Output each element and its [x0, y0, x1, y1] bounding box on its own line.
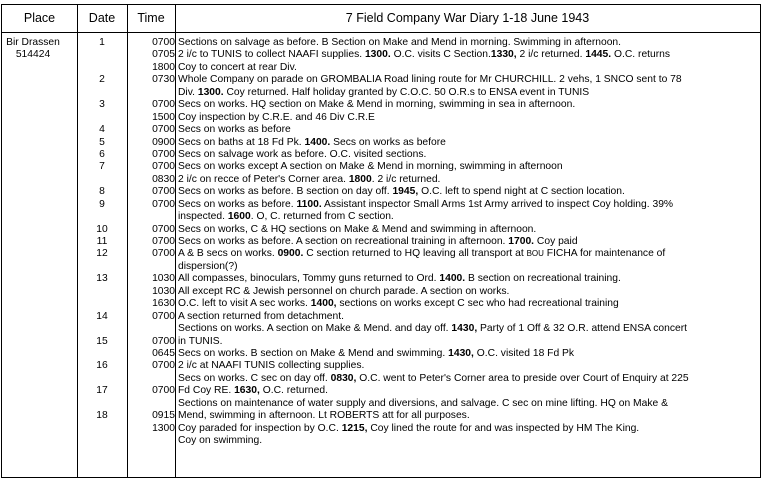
- entry-time-bold: 1215,: [341, 422, 368, 434]
- entry-text: Assistant inspector Small Arms 1st Army arrived to inspect Coy holding. 39%: [321, 198, 674, 210]
- entry-cell: [178, 311, 344, 323]
- entry-text: O.C. visits C Section.: [390, 49, 491, 61]
- entry-text: Coy paid: [534, 236, 578, 247]
- entry-text: Coy inspection by C.R.E. and 46 Div C.R.E: [178, 111, 375, 123]
- date-cell: 1: [99, 37, 105, 48]
- entry-text: A & B secs on works.: [178, 248, 278, 260]
- entry-text: O.C. left to visit A sec works.: [178, 298, 311, 310]
- entry-text: BOU: [526, 249, 544, 259]
- entry-cell: [178, 211, 394, 223]
- entry-text: Coy paraded for inspection by O.C.: [178, 422, 342, 434]
- entry-text: Coy returned. Half holiday granted by C.O.C. 50 O.R.s to ENSA event in TUNIS: [223, 86, 590, 98]
- entry-text: Secs on works. C sec on day off.: [178, 372, 331, 384]
- entry-text: dispersion(?): [178, 260, 238, 272]
- time-cell: 0700: [152, 248, 175, 260]
- entry-time-bold: 0830,: [330, 372, 357, 384]
- diary-row: [2, 161, 760, 173]
- entry-text: O.C. visited 18 Fd Pk: [473, 347, 575, 359]
- diary-row: [2, 236, 760, 248]
- entry-text: Secs on works as before: [330, 136, 446, 148]
- entry-cell: [178, 273, 621, 285]
- diary-row: [2, 410, 760, 422]
- time-cell: 0700: [152, 99, 175, 111]
- entry-text: Secs on works as before.: [178, 198, 297, 210]
- diary-row: [2, 74, 760, 86]
- entry-cell: [178, 62, 297, 74]
- time-cell: 0700: [152, 385, 175, 397]
- diary-row: [2, 398, 760, 410]
- diary-row: [2, 435, 760, 447]
- time-cell: 0700: [152, 335, 175, 347]
- entry-cell: [178, 74, 682, 86]
- time-cell: 0915: [152, 410, 175, 422]
- diary-row: [2, 99, 760, 111]
- entry-text: Coy lined the route for and was inspected by HM The King.: [367, 422, 640, 434]
- date-cell: 2: [99, 74, 105, 86]
- date-cell: 12: [96, 248, 108, 260]
- diary-row: [2, 112, 760, 124]
- entry-time-bold: 1300.: [364, 49, 391, 61]
- diary-row: [2, 311, 760, 323]
- header-date: Date: [88, 11, 116, 25]
- entry-cell: [178, 161, 563, 173]
- entry-cell: [178, 323, 687, 335]
- diary-body: [2, 37, 760, 477]
- date-cell: 8: [99, 186, 105, 198]
- date-cell: 4: [99, 124, 105, 136]
- diary-row: [2, 224, 760, 236]
- date-cell: 14: [96, 310, 108, 322]
- entry-cell: [178, 112, 375, 124]
- place-cell: Bir Drassen: [6, 37, 60, 48]
- date-cell: 7: [99, 161, 105, 173]
- entry-cell: [178, 261, 238, 273]
- date-cell: 11: [96, 236, 108, 247]
- entry-cell: [178, 236, 578, 248]
- entry-cell: [178, 360, 364, 372]
- diary-row: [2, 298, 760, 310]
- entry-time-bold: 1800: [348, 173, 372, 185]
- entry-time-bold: 1400.: [439, 273, 466, 285]
- diary-row: [2, 348, 760, 360]
- entry-time-bold: 1430,: [451, 323, 478, 335]
- diary-row: [2, 62, 760, 74]
- time-cell: 0705: [152, 49, 175, 61]
- entry-text: Sections on works. A section on Make & Mend. and day off.: [178, 323, 452, 335]
- diary-row: [2, 174, 760, 186]
- entry-text: FICHA for maintenance of: [543, 248, 666, 260]
- date-cell: 3: [99, 99, 105, 111]
- entry-time-bold: 1330,: [490, 49, 517, 61]
- header-title: 7 Field Company War Diary 1-18 June 1943: [345, 11, 590, 25]
- header-time: Time: [137, 11, 165, 25]
- entry-time-bold: 1630,: [234, 385, 260, 397]
- entry-text: Sections on salvage as before. B Section on Make and Mend in morning. Swimming in afternoon.: [178, 37, 622, 48]
- diary-row: [2, 373, 760, 385]
- time-cell: 0900: [152, 136, 175, 148]
- entry-cell: [178, 137, 446, 149]
- entry-time-bold: 1100.: [296, 198, 322, 210]
- diary-row: [2, 273, 760, 285]
- time-cell: 0700: [152, 124, 175, 136]
- entry-cell: [178, 435, 262, 447]
- diary-row: [2, 37, 760, 49]
- diary-row: [2, 248, 760, 260]
- entry-text: All except RC & Jewish personnel on church parade. A section on works.: [178, 285, 510, 297]
- diary-row: [2, 211, 760, 223]
- entry-cell: [178, 423, 639, 435]
- diary-row: [2, 87, 760, 99]
- time-cell: 1030: [152, 285, 175, 297]
- entry-text: Whole Company on parade on GROMBALIA Road lining route for Mr CHURCHILL. 2 vehs, 1 SNCO sent to 78: [178, 74, 682, 86]
- date-cell: 6: [99, 148, 105, 160]
- entry-cell: [178, 149, 426, 161]
- time-cell: 0700: [152, 186, 175, 198]
- date-cell: 15: [96, 335, 108, 347]
- entry-cell: [178, 385, 328, 397]
- entry-cell: [178, 186, 625, 198]
- date-cell: 9: [99, 198, 105, 210]
- entry-time-bold: 1700.: [508, 236, 535, 247]
- diary-row: [2, 149, 760, 161]
- entry-text: Coy on swimming.: [178, 435, 263, 446]
- entry-cell: [178, 336, 222, 348]
- time-cell: 1030: [152, 273, 175, 285]
- entry-text: C section returned to HQ leaving all transport at: [303, 248, 527, 260]
- diary-row: [2, 360, 760, 372]
- entry-text: Secs on salvage work as before. O.C. visited sections.: [178, 148, 427, 160]
- entry-text: B section on recreational training.: [465, 273, 621, 285]
- date-cell: 16: [96, 360, 108, 372]
- entry-cell: [178, 373, 689, 385]
- entry-text: Secs on works. B section on Make & Mend and swimming.: [178, 347, 449, 359]
- time-cell: 0645: [152, 347, 175, 359]
- header-place: Place: [23, 11, 56, 25]
- time-cell: 1300: [152, 422, 175, 434]
- entry-text: sections on works except C sec who had recreational training: [336, 298, 619, 310]
- entry-text: Secs on baths at 18 Fd Pk.: [178, 136, 305, 148]
- entry-text: Secs on works as before. B section on day off.: [178, 186, 393, 198]
- entry-text: inspected.: [178, 211, 228, 223]
- entry-time-bold: 1945,: [392, 186, 419, 198]
- entry-cell: [178, 298, 619, 310]
- time-cell: 0700: [152, 161, 175, 173]
- entry-text: Fd Coy RE.: [178, 385, 235, 397]
- entry-text: Mend, swimming in afternoon. Lt ROBERTS att for all purposes.: [178, 410, 470, 422]
- entry-time-bold: 1400.: [304, 136, 331, 148]
- entry-cell: [178, 124, 291, 136]
- time-cell: 0700: [152, 223, 175, 235]
- place-cell: 514424: [15, 49, 51, 61]
- time-cell: 1630: [152, 298, 175, 310]
- entry-cell: [178, 99, 575, 111]
- entry-time-bold: 1400,: [310, 298, 337, 310]
- diary-row: [2, 385, 760, 397]
- time-cell: 0700: [152, 236, 175, 247]
- diary-row: [2, 323, 760, 335]
- entry-text: in TUNIS.: [178, 335, 223, 347]
- entry-text: 2 i/c returned.: [516, 49, 586, 61]
- time-cell: 0730: [152, 74, 175, 86]
- entry-text: . O, C. returned from C section.: [250, 211, 394, 223]
- entry-cell: [178, 199, 673, 211]
- diary-row: [2, 124, 760, 136]
- diary-row: [2, 286, 760, 298]
- entry-text: O.C. left to spend night at C section location.: [418, 186, 625, 198]
- entry-text: 2 i/c on recce of Peter's Corner area.: [178, 173, 349, 185]
- entry-text: A section returned from detachment.: [178, 310, 344, 322]
- entry-text: Coy to concert at rear Div.: [178, 61, 297, 73]
- entry-text: O.C. went to Peter's Corner area to preside over Court of Enquiry at 225: [356, 372, 689, 384]
- entry-time-bold: 1430,: [448, 347, 474, 359]
- header-divider: [2, 32, 760, 33]
- entry-text: All compasses, binoculars, Tommy guns returned to Ord.: [178, 273, 440, 285]
- time-cell: 0700: [152, 198, 175, 210]
- date-cell: 17: [96, 385, 108, 397]
- entry-text: O.C. returned.: [259, 385, 328, 397]
- entry-time-bold: 1300.: [197, 86, 224, 98]
- entry-text: . 2 i/c returned.: [371, 173, 441, 185]
- entry-cell: [178, 49, 670, 61]
- entry-text: Secs on works, C & HQ sections on Make & Mend and swimming in afternoon.: [178, 223, 537, 235]
- entry-text: 2 i/c to TUNIS to collect NAAFI supplies.: [178, 49, 365, 61]
- entry-cell: [178, 87, 589, 99]
- date-cell: 10: [96, 223, 108, 235]
- time-cell: 0700: [152, 37, 175, 48]
- entry-text: Secs on works. HQ section on Make & Mend in morning, swimming in sea in afternoon.: [178, 99, 576, 111]
- entry-cell: [178, 348, 574, 360]
- entry-cell: [178, 224, 536, 236]
- time-cell: 1500: [152, 111, 175, 123]
- date-cell: 18: [96, 410, 108, 422]
- time-cell: 0700: [152, 310, 175, 322]
- diary-row: [2, 186, 760, 198]
- entry-time-bold: 1600: [227, 211, 251, 223]
- entry-text: Secs on works except A section on Make & Mend in morning, swimming in afternoon: [178, 161, 563, 173]
- time-cell: 0830: [152, 173, 175, 185]
- entry-text: O.C. returns: [611, 49, 671, 61]
- date-cell: 5: [99, 136, 105, 148]
- date-cell: 13: [96, 273, 108, 285]
- diary-row: [2, 199, 760, 211]
- entry-time-bold: 1445.: [585, 49, 612, 61]
- entry-cell: [178, 248, 665, 260]
- entry-cell: [178, 174, 440, 186]
- entry-text: Party of 1 Off & 32 O.R. attend ENSA concert: [477, 323, 688, 335]
- entry-cell: [178, 37, 621, 49]
- entry-text: Secs on works as before. A section on recreational training in afternoon.: [178, 236, 509, 247]
- time-cell: 0700: [152, 148, 175, 160]
- diary-row: [2, 137, 760, 149]
- entry-time-bold: 0900.: [277, 248, 304, 260]
- entry-text: 2 i/c at NAAFI TUNIS collecting supplies.: [178, 360, 365, 372]
- entry-cell: [178, 410, 470, 422]
- diary-row: [2, 49, 760, 61]
- entry-text: Sections on maintenance of water supply and diversions, and salvage. C sec on mine lifting. HQ on Make &: [178, 397, 668, 409]
- time-cell: 0700: [152, 360, 175, 372]
- entry-text: Div.: [178, 86, 198, 98]
- diary-row: [2, 423, 760, 435]
- diary-row: [2, 336, 760, 348]
- time-cell: 1800: [152, 61, 175, 73]
- entry-cell: [178, 398, 668, 410]
- entry-cell: [178, 286, 509, 298]
- entry-text: Secs on works as before: [178, 124, 291, 136]
- diary-row: [2, 261, 760, 273]
- war-diary-table: [1, 4, 761, 478]
